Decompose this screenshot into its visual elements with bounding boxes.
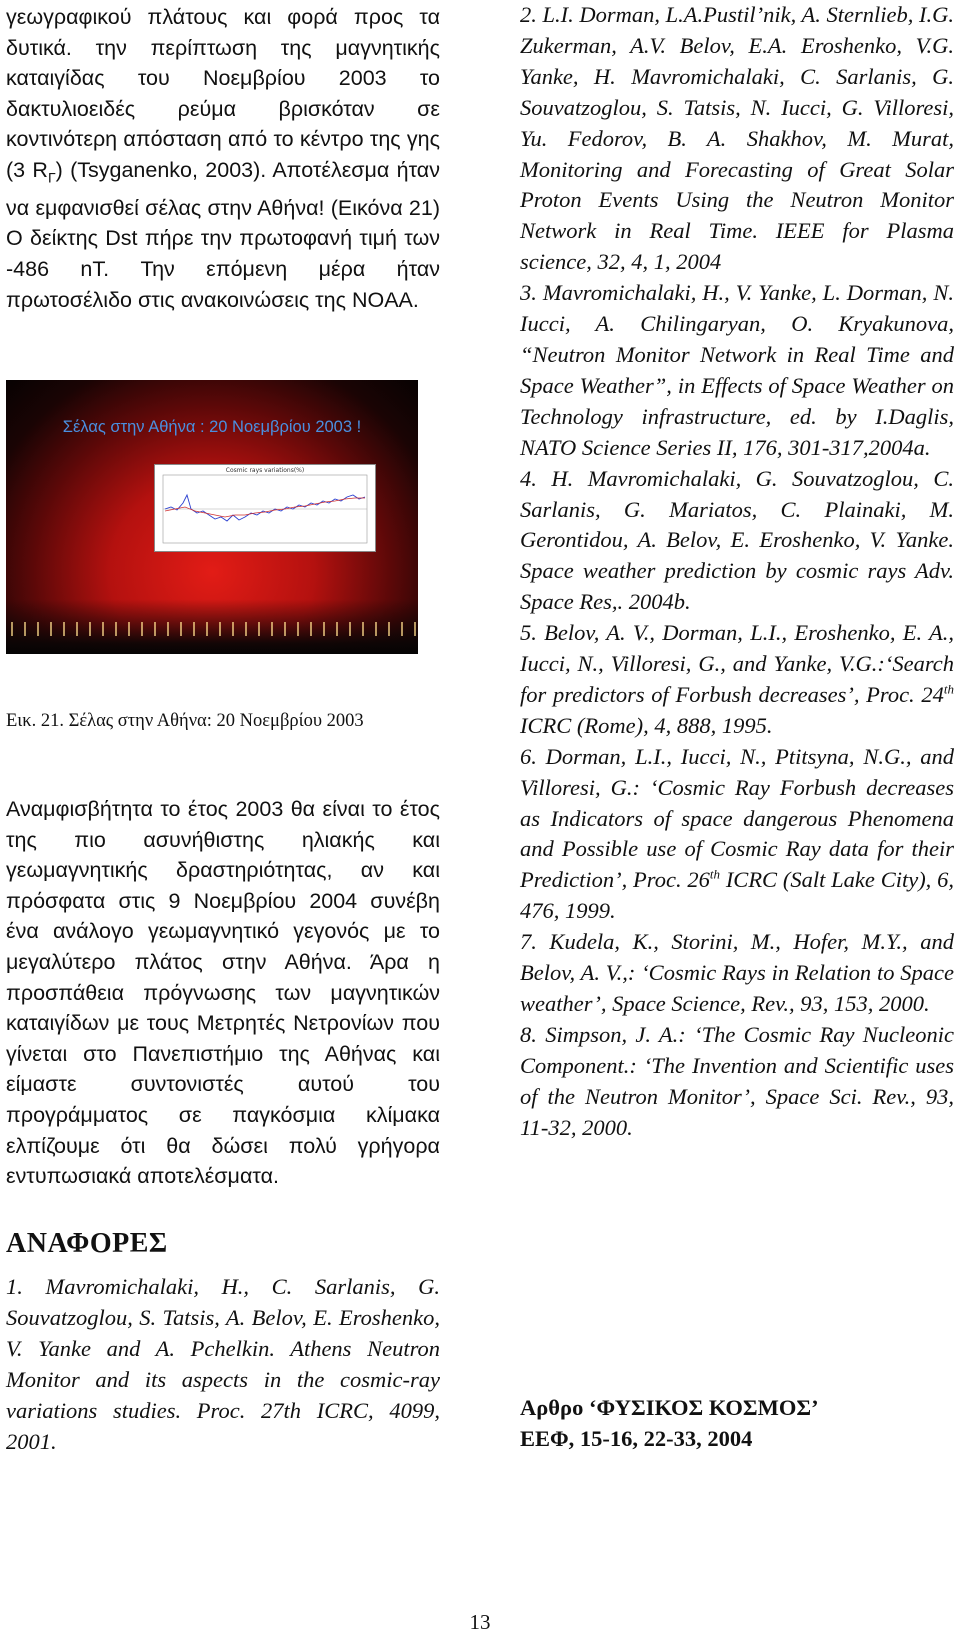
body-paragraph-2: Αναμφισβήτητα το έτος 2003 θα είναι το έτος της πιο ασυνήθιστης ηλιακής και γεωμαγνητικής δραστηριότητας, αν και πρόσφατα στις 9 Νοεμβρίου 2004 συνέβη ένα ανάλογο γεωμαγνητικό γεγονός με το μεγαλύτερο πλάτος στην Αθήνα. Άρα η προσπάθεια πρόγνωσης των μαγνητικών καταιγίδων με τους Μετρητές Νετρονίων που γίνεται στο Πανεπιστήμιο της Αθήνας και είμαστε συντονιστές αυτού του προγράμματος σε παγκόσμια κλίμακα ελπίζουμε ότι θα δώσει πολύ γρήγορα εντυπωσιακά αποτελέσματα. — [6, 797, 440, 1189]
subscript: Γ — [47, 169, 56, 186]
reference-item: 4. H. Mavromichalaki, G. Souvatzoglou, C. Sarlanis, G. Mariatos, C. Plainaki, M. Gerontidou, A. Belov, E. Eroshenko, V. Yanke. Space weather prediction by cosmic rays Adv. Space Res,. 2004b. — [520, 465, 954, 615]
references-heading: ΑΝΑΦΟΡΕΣ — [6, 1228, 168, 1259]
reference-text: ICRC (Salt Lake City), 6, 476, 1999. — [520, 867, 954, 924]
reference-item: 1. Mavromichalaki, H., C. Sarlanis, G. Souvatzoglou, S. Tatsis, A. Belov, E. Eroshenko, V. Yanke and A. Pchelkin. Athens Neutron Monitor and its aspects in the cosmic-ray variations studies. Proc. 27th ICRC, 4099, 2001. — [6, 1274, 440, 1454]
superscript: th — [943, 681, 954, 697]
inset-plot-graphic — [155, 465, 375, 551]
inset-plot-title: Cosmic rays variations(%) — [225, 467, 305, 474]
right-column — [520, 0, 954, 1640]
references-list-left — [6, 1272, 440, 1457]
references-list-right — [520, 0, 954, 1144]
reference-item: 3. Mavromichalaki, H., V. Yanke, L. Dorman, N. Iucci, A. Chilingaryan, O. Kryakunova, “Neutron Monitor Network in Real Time and Space Weather”, in Effects of Space Weather on Technology infrastructure, ed. by I.Daglis, NATO Science Series II, 176, 301-317,2004a. — [520, 280, 954, 460]
reference-text: 5. Belov, A. V., Dorman, L.I., Eroshenko, E. A., Iucci, N., Villoresi, G., and Yanke, V.G.:‘Search for predictors of Forbush decreases’, Proc. 24 — [520, 620, 954, 707]
superscript: th — [709, 866, 721, 882]
paragraph-text: γεωγραφικού πλάτους και φορά προς τα δυτικά. την περίπτωση της μαγνητικής καταιγίδας του Νοεμβρίου 2003 το δακτυλιοειδές ρεύμα βρισκόταν σε κοντινότερη απόσταση από το κέντρο της γης (3 R — [6, 5, 440, 182]
cosmic-ray-inset-plot — [154, 464, 376, 552]
left-column — [6, 0, 440, 1640]
reference-text: 6. Dorman, L.I., Iucci, N., Ptitsyna, N.G., and Villoresi, G.: ‘Cosmic Ray Forbush decreases as Indicators of space dangerous Phenomena and Possible use of Cosmic Ray data for their Prediction’, Proc. 26 — [520, 743, 954, 893]
reference-item: 7. Kudela, K., Storini, M., Hofer, M.Y., and Belov, A. V.,: ‘Cosmic Rays in Relation to Space weather’, Space Science, Rev., 93, 153, 2000. — [520, 929, 954, 1016]
article-source-line-2: ΕΕΦ, 15-16, 22-33, 2004 — [520, 1425, 753, 1451]
reference-text: ICRC (Rome), 4, 888, 1995. — [520, 712, 773, 738]
reference-item: 2. L.I. Dorman, L.A.Pustil’nik, A. Sternlieb, I.G. Zukerman, A.V. Belov, E.A. Eroshenko, V.G. Yanke, H. Mavromichalaki, C. Sarlanis, G. Souvatzoglou, S. Tatsis, N. Iucci, G. Villoresi, Yu. Fedorov, B. A. Shakhov, M. Murat, Monitoring and Forecasting of Great Solar Proton Events Using the Neutron Monitor Network in Real Time. IEEE for Plasma science, 32, 4, 1, 2004 — [520, 2, 954, 275]
reference-item — [520, 742, 954, 927]
reference-item — [520, 618, 954, 742]
reference-item: 8. Simpson, J. A.: ‘The Cosmic Ray Nucleonic Component.: ‘The Invention and Scientific uses of the Neutron Monitor’, Space Sci. Rev., 93, 11-32, 2000. — [520, 1021, 954, 1140]
figure-caption: Εικ. 21. Σέλας στην Αθήνα: 20 Νοεμβρίου 2003 — [6, 711, 364, 731]
city-lights — [6, 622, 418, 636]
article-source-note — [520, 1393, 954, 1454]
body-paragraph-1 — [6, 2, 440, 315]
article-source-line-1: Αρθρο ‘ΦΥΣΙΚΟΣ ΚΟΣΜΟΣ’ — [520, 1395, 819, 1420]
page-number: 13 — [469, 1610, 491, 1634]
photo-overlay-title: Σέλας στην Αθήνα : 20 Νοεμβρίου 2003 ! — [62, 418, 362, 436]
paragraph-text: ) (Tsyganenko, 2003). Αποτέλεσμα ήταν να εμφανισθεί σέλας στην Αθήνα! (Εικόνα 21) Ο δείκτης Dst πήρε την πρωτοφανή τιμή των -486 nT. Την επόμενη μέρα ήταν πρωτοσέλιδο στις ανακοινώσεις της NOAA. — [6, 157, 440, 312]
aurora-photo — [6, 380, 418, 654]
